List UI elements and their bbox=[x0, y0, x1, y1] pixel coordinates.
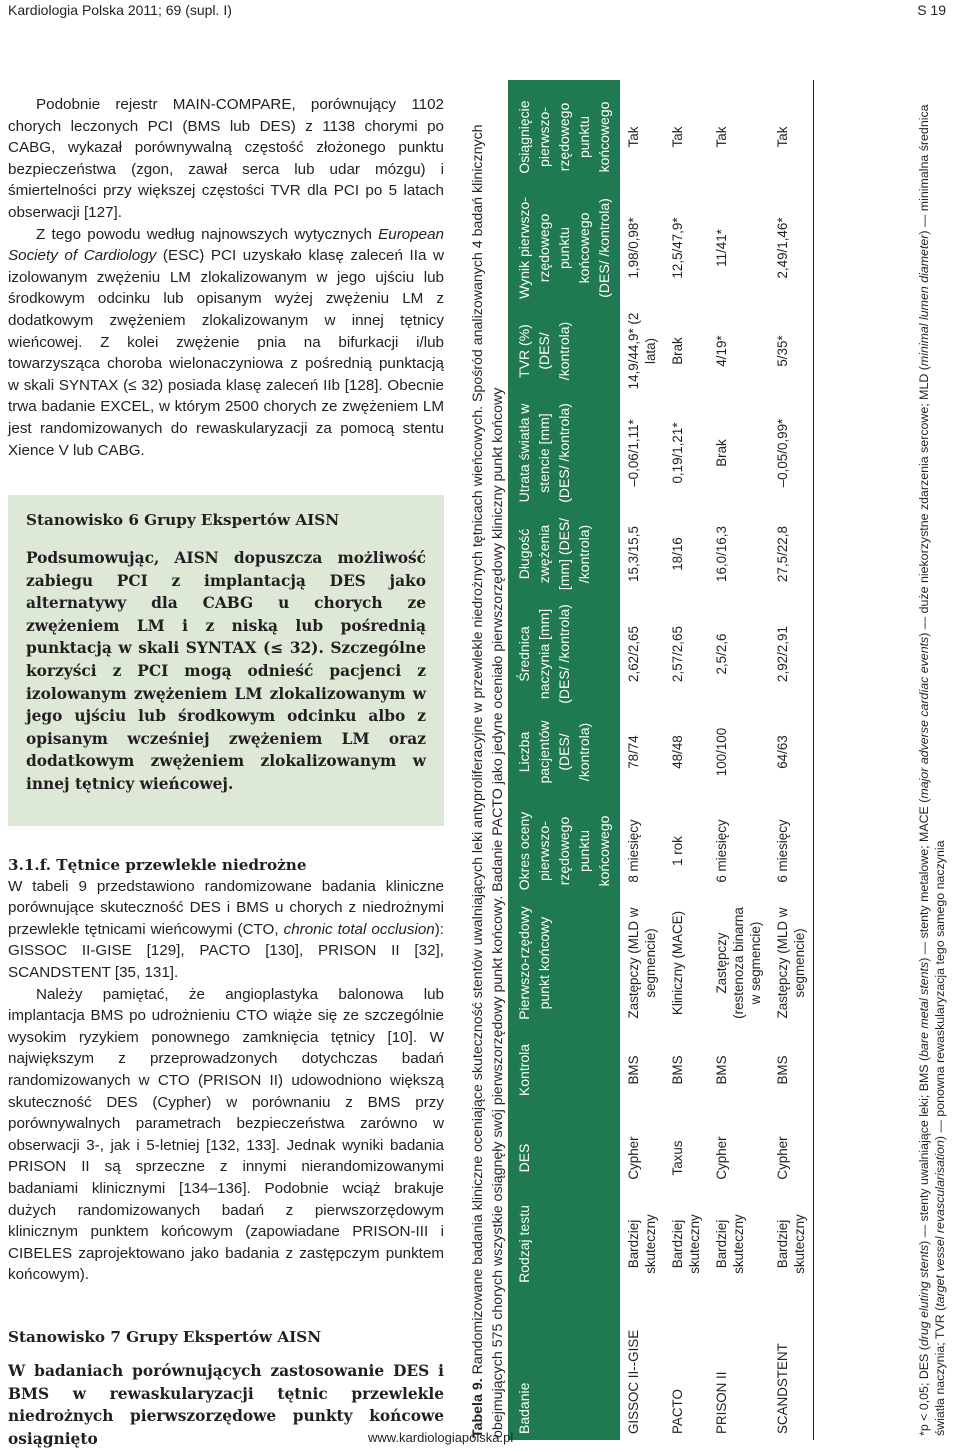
table-cell: 8 miesięcy bbox=[626, 819, 641, 883]
table-cell: Zastępczy (restenoza binarna w segmencie) bbox=[714, 907, 763, 1019]
table-cell: Zastępczy (MLD w segmencie) bbox=[626, 907, 658, 1019]
table-cell: Bardziej skuteczny bbox=[670, 1214, 702, 1274]
col-header: TVR (%) (DES/ /kontrola) bbox=[508, 302, 620, 400]
emphasis-span: chronic total occlusion bbox=[283, 920, 435, 938]
table-label: Tabela 9. bbox=[470, 1378, 486, 1438]
col-header: DES bbox=[508, 1118, 620, 1198]
table-row bbox=[769, 80, 814, 1440]
recommendation-body-7: W badaniach porównujących zastosowanie DES i BMS w rewaskularyzacji tętnic przewlekle niedrożnych pierwszorzędowe punkty końcowe osiągnięto bbox=[8, 1361, 444, 1448]
paragraph-table-intro bbox=[8, 876, 444, 984]
table-cell: Zastępczy (MLD w segmencie) bbox=[769, 904, 814, 1022]
emphasis-span: bare metal stents bbox=[917, 961, 931, 1057]
col-header: Pierwszo-rzędowy punkt końcowy bbox=[508, 904, 620, 1022]
table-cell: 1 rok bbox=[670, 836, 685, 866]
table-cell: Cypher bbox=[769, 1118, 814, 1198]
table-cell: Kliniczny (MACE) bbox=[670, 910, 685, 1016]
col-header: Utrata światła w stencie [mm] (DES/ /kontrola) bbox=[508, 400, 620, 506]
table-row bbox=[664, 80, 708, 1440]
table-cell: 6 miesięcy bbox=[714, 819, 729, 883]
table-cell: 2,92/2,91 bbox=[769, 602, 814, 706]
table-cell: BMS bbox=[714, 1055, 729, 1085]
table-cell: 14,9/44,9* (2 lata) bbox=[626, 312, 658, 390]
table-cell: –0,05/0,99* bbox=[769, 400, 814, 506]
table-cell: Bardziej skuteczny bbox=[769, 1198, 814, 1290]
caption-text: Randomizowane badania kliniczne oceniające skuteczność stentów uwalniających leki antyproliferacyjne w przewlekle niedrożnych tętnicach wieńcowych. Spośród analizowanych 4 badań klinicznych obejmujących 575 chorych wszystkie osiągnęły swój pierwszorzędowy punkt końcowy. Badanie PACTO jako jedyne oceniało pierwszorzędowy kliniczny punkt końcowy bbox=[470, 124, 506, 1438]
table-cell: 2,5/2,6 bbox=[714, 633, 729, 675]
table-cell: Cypher bbox=[626, 1136, 641, 1180]
col-header: Okres oceny pierwszo-rzędowego punktu końcowego bbox=[508, 798, 620, 904]
col-header: Długość zwężenia [mm] (DES/ /kontrola) bbox=[508, 506, 620, 602]
emphasis-span: minimal lumen diameter bbox=[917, 234, 931, 367]
table-cell: 4/19* bbox=[714, 335, 729, 367]
table-cell: Tak bbox=[626, 126, 641, 148]
table-cell: 18/16 bbox=[670, 537, 685, 571]
table-cell: Bardziej skuteczny bbox=[714, 1214, 746, 1274]
table-header-row bbox=[508, 80, 620, 1440]
section-heading: 3.1.f. Tętnice przewlekle niedrożne bbox=[8, 855, 307, 874]
table-cell: Brak bbox=[714, 439, 729, 467]
table-cell: 48/48 bbox=[670, 735, 685, 769]
table-9-rotated bbox=[466, 80, 950, 1440]
left-column bbox=[8, 94, 444, 1450]
text-span: W tabeli 9 przedstawiono randomizowane badania kliniczne porównujące skuteczność DES i BMS u chorych z niedrożnymi przewlekle tętnicami wieńcowymi (CTO, bbox=[8, 877, 444, 938]
footer-url: www.kardiologiapolska.pl bbox=[368, 1430, 514, 1445]
col-header: Badanie bbox=[508, 1290, 620, 1440]
emphasis-span: major adverse cardiac events bbox=[917, 636, 931, 799]
col-header: Średnica naczynia [mm] (DES/ /kontrola) bbox=[508, 602, 620, 706]
table-cell: 2,62/2,65 bbox=[626, 626, 641, 682]
recommendation-title: Stanowisko 6 Grupy Ekspertów AISN bbox=[26, 511, 340, 530]
table-cell: 100/100 bbox=[714, 727, 729, 777]
table-cell: Taxus bbox=[670, 1140, 685, 1176]
table-cell: 11/41* bbox=[714, 229, 729, 267]
table-cell: BMS bbox=[626, 1055, 641, 1085]
text-span: ) — ponowna rewaskularyzacja tego samego naczynia bbox=[933, 840, 947, 1141]
col-header: Osiągnięcie pierwszo-rzędowego punktu końcowego bbox=[508, 80, 620, 194]
recommendation-title-7: Stanowisko 7 Grupy Ekspertów AISN bbox=[8, 1327, 322, 1346]
col-header: Wynik pierwszo-rzędowego punktu końcowego (DES/ /kontrola) bbox=[508, 194, 620, 302]
table-9 bbox=[508, 80, 814, 1440]
page-header bbox=[0, 0, 960, 22]
table-cell: 6 miesięcy bbox=[769, 798, 814, 904]
emphasis-span: drug eluting stents bbox=[917, 1244, 931, 1347]
recommendation-box-6 bbox=[8, 495, 444, 826]
page-number: S 19 bbox=[917, 2, 946, 18]
table-footnote bbox=[916, 86, 948, 1436]
table-cell: Bardziej skuteczny bbox=[626, 1214, 658, 1274]
table-cell: BMS bbox=[769, 1022, 814, 1118]
text-span: ): GISSOC II-GISE [129], PACTO [130], PRISON II [32], SCANDSTENT [35, 131]. bbox=[8, 920, 444, 981]
emphasis-span: target vessel revascularisation bbox=[933, 1140, 947, 1307]
text-span: ) — minimalna średnica światła naczynia; TVR ( bbox=[917, 104, 947, 1436]
table-cell: SCANDSTENT bbox=[769, 1290, 814, 1440]
table-cell: 15,3/15,5 bbox=[626, 526, 641, 582]
table-cell: –0,06/1,11* bbox=[626, 419, 641, 487]
text-span: *p < 0,05; DES ( bbox=[917, 1346, 931, 1436]
table-row bbox=[708, 80, 769, 1440]
recommendation-body: Podsumowując, AISN dopuszcza możliwość zabiegu PCI z implantacją DES jako alternatywy dla CABG u chorych ze zwężeniem LM i z niską lub pośrednią punktacją w skali SYNTAX (≤ 32). Szczególne korzyści z PCI mogą odnieść pacjenci z izolowanym zwężeniem LM zlokalizowanym w jego ujściu lub środkowym odcinku albo z opisanym wcześniej zwężeniem LM oraz dodatkowym zwężeniem zlokalizowanym w innej tętnicy wieńcowej. bbox=[26, 549, 426, 794]
table-cell: 16,0/16,3 bbox=[714, 526, 729, 582]
table-cell: PACTO bbox=[670, 1389, 685, 1434]
table-cell: PRISON II bbox=[714, 1371, 729, 1434]
journal-citation: Kardiologia Polska 2011; 69 (supl. I) bbox=[8, 2, 232, 18]
table-cell: BMS bbox=[670, 1055, 685, 1085]
table-cell: 64/63 bbox=[769, 706, 814, 798]
paragraph-main-compare: Podobnie rejestr MAIN-COMPARE, porównujący 1102 chorych leczonych PCI (BMS lub DES) z 1138 chorymi po CABG, wykazał porównywalną częstość złożonego punktu bezpieczeństwa (zgon, zawał serca lub udar mózgu) i śmiertelności przy większej częstości TVR dla PCI po 5 latach obserwacji [127]. bbox=[8, 96, 444, 221]
table-cell: 12,5/47,9* bbox=[670, 217, 685, 279]
table-cell: 2,57/2,65 bbox=[670, 626, 685, 682]
col-header: Kontrola bbox=[508, 1022, 620, 1118]
table-row bbox=[620, 80, 664, 1440]
text-span: ) — stenty metalowe; MACE ( bbox=[917, 798, 931, 962]
table-cell: GISSOC II--GISE bbox=[626, 1329, 641, 1434]
table-cell: Tak bbox=[670, 126, 685, 148]
table-cell: Brak bbox=[670, 337, 685, 365]
table-cell: 0,19/1,21* bbox=[670, 422, 685, 484]
table-cell: 5/35* bbox=[769, 302, 814, 400]
table-cell: Cypher bbox=[714, 1136, 729, 1180]
col-header: Liczba pacjentów (DES/ /kontrola) bbox=[508, 706, 620, 798]
table-cell: 2,49/1,46* bbox=[769, 194, 814, 302]
text-span: ) — duże niekorzystne zdarzenia sercowe; MLD ( bbox=[917, 366, 931, 637]
table-cell: 78/74 bbox=[626, 735, 641, 769]
text-span: Z tego powodu według najnowszych wytycznych bbox=[36, 225, 379, 243]
table-caption bbox=[466, 80, 508, 1440]
table-cell: Tak bbox=[714, 126, 729, 148]
table-cell: 1,98/0,98* bbox=[626, 217, 641, 279]
table-cell: 27,5/22,8 bbox=[769, 506, 814, 602]
col-header: Rodzaj testu bbox=[508, 1198, 620, 1290]
paragraph-prison-ii: Należy pamiętać, że angioplastyka balonowa lub implantacja BMS po udrożnieniu CTO wiąże się ze szczególnie wysokim ryzykiem ponownego zamknięcia tętnicy [10]. W największym z przeprowadzonych dotychczas badań randomizowanych w CTO (PRISON II) udowodniono większą skuteczność DES (Cypher) w porównaniu z BMS przy porównywalnych parametrach bezpieczeństwa zarówno w obserwacji 3-, jak i 5-letniej [132, 133]. Jednak wyniki badania PRISON II są sprzeczne z innymi nierandomizowanymi badaniami klinicznymi [134–136]. Podobnie wciąż brakuje dużych randomizowanych badań z pierwszorzędowym klinicznym punktem końcowym (zapowiadane PRISON-III i CIBELES zaprojektowano jako badania z zastępczym punktem końcowym). bbox=[8, 985, 444, 1284]
paragraph-esc-guidelines bbox=[8, 224, 444, 462]
text-span: ) — stenty uwalniające leki; BMS ( bbox=[917, 1056, 931, 1245]
table-cell: Tak bbox=[769, 80, 814, 194]
text-span: (ESC) PCI uzyskało klasę zaleceń IIa w izolowanym zwężeniu LM zlokalizowanym w jego ujściu lub środkowym odcinku lub opisanym wyżej zwężeniu LM z dodatkowym zwężeniem zlokalizowanym w innej tętnicy wieńcowej. Z kolei zwężenie pnia na bifurkacji i/lub towarzysząca choroba wielonaczyniowa z pośrednią punktacją w skali SYNTAX (≤ 32) posiada klasę zaleceń IIb [128]. Obecnie trwa badanie EXCEL, w którym 2500 chorych ze zwężeniem LM jest randomizowanych do rewaskularyzacji za pomocą stentu Xience V lub CABG. bbox=[8, 247, 444, 459]
emphasis-span: European Society of Cardiology bbox=[8, 225, 444, 265]
